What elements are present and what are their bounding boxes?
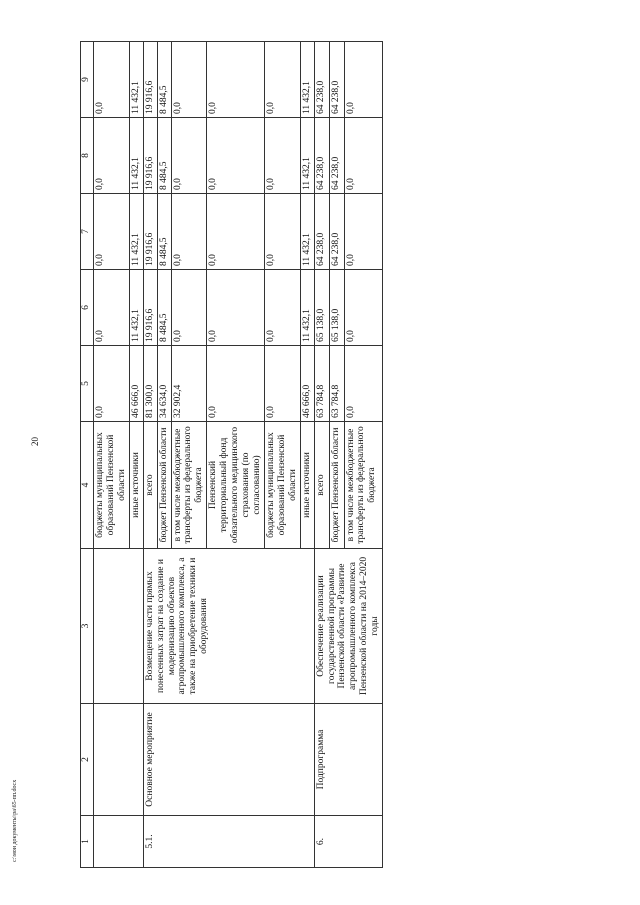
value-cell: 64 238,0 xyxy=(314,42,329,118)
value-cell: 0,0 xyxy=(94,118,130,194)
value-cell: 0,0 xyxy=(207,42,265,118)
value-cell: 0,0 xyxy=(171,118,207,194)
value-cell: 0,0 xyxy=(171,270,207,346)
value-cell: 34 634,0 xyxy=(157,346,171,422)
value-cell: 11 432,1 xyxy=(300,118,314,194)
footer-file-path: c:\мои документы\ра\65-пп.docx xyxy=(12,779,18,862)
value-cell: 0,0 xyxy=(94,270,130,346)
value-cell: 11 432,1 xyxy=(129,194,143,270)
item-name-cell: Возмещение части прямых понесенных затрат на создание и модернизацию объектов агропромышленного комплекса, а также на приобретение техники и оборудования xyxy=(143,549,314,704)
value-cell: 46 666,0 xyxy=(129,346,143,422)
page-number: 20 xyxy=(30,437,40,446)
value-cell: 11 432,1 xyxy=(300,194,314,270)
value-cell: 11 432,1 xyxy=(129,42,143,118)
funding-source-cell: иные источники xyxy=(129,422,143,549)
value-cell: 19 916,6 xyxy=(143,270,157,346)
header-cell: 1 xyxy=(81,816,94,868)
funding-source-cell: бюджеты муниципальных образований Пензенской области xyxy=(94,422,130,549)
budget-table xyxy=(80,41,383,868)
value-cell: 81 300,0 xyxy=(143,346,157,422)
funding-source-cell: в том числе межбюджетные трансферты из федерального бюджета xyxy=(344,422,383,549)
table-row xyxy=(143,42,157,868)
empty-cell xyxy=(94,549,144,704)
value-cell: 64 238,0 xyxy=(329,194,344,270)
rotated-table-container xyxy=(80,42,530,868)
value-cell: 8 484,5 xyxy=(157,118,171,194)
funding-source-cell: всего xyxy=(314,422,329,549)
value-cell: 0,0 xyxy=(344,42,383,118)
table-row xyxy=(94,42,130,868)
value-cell: 8 484,5 xyxy=(157,194,171,270)
value-cell: 0,0 xyxy=(207,194,265,270)
header-cell: 3 xyxy=(81,549,94,704)
header-cell: 9 xyxy=(81,42,94,118)
value-cell: 19 916,6 xyxy=(143,194,157,270)
header-cell: 8 xyxy=(81,118,94,194)
table-row xyxy=(314,42,329,868)
value-cell: 64 238,0 xyxy=(314,118,329,194)
value-cell: 63 784,8 xyxy=(329,346,344,422)
value-cell: 32 902,4 xyxy=(171,346,207,422)
value-cell: 65 138,0 xyxy=(314,270,329,346)
value-cell: 11 432,1 xyxy=(300,42,314,118)
header-cell: 2 xyxy=(81,704,94,816)
header-cell: 4 xyxy=(81,422,94,549)
funding-source-cell: Пензенский территориальный фонд обязательного медицинского страхования (по согласованию) xyxy=(207,422,265,549)
value-cell: 63 784,8 xyxy=(314,346,329,422)
value-cell: 11 432,1 xyxy=(129,270,143,346)
value-cell: 0,0 xyxy=(264,346,300,422)
funding-source-cell: бюджет Пензенской области xyxy=(157,422,171,549)
value-cell: 11 432,1 xyxy=(129,118,143,194)
funding-source-cell: в том числе межбюджетные трансферты из федерального бюджета xyxy=(171,422,207,549)
funding-source-cell: бюджет Пензенской области xyxy=(329,422,344,549)
header-cell: 6 xyxy=(81,270,94,346)
empty-cell xyxy=(94,816,144,868)
value-cell: 65 138,0 xyxy=(329,270,344,346)
value-cell: 0,0 xyxy=(344,194,383,270)
row-number-cell: 6. xyxy=(314,816,383,868)
value-cell: 19 916,6 xyxy=(143,42,157,118)
value-cell: 0,0 xyxy=(171,194,207,270)
item-type-cell: Подпрограмма xyxy=(314,704,383,816)
table-body xyxy=(81,42,383,868)
header-cell: 7 xyxy=(81,194,94,270)
value-cell: 0,0 xyxy=(264,42,300,118)
funding-source-cell: бюджеты муниципальных образований Пензенской области xyxy=(264,422,300,549)
row-number-cell: 5.1. xyxy=(143,816,314,868)
value-cell: 64 238,0 xyxy=(314,194,329,270)
value-cell: 8 484,5 xyxy=(157,42,171,118)
value-cell: 0,0 xyxy=(207,346,265,422)
funding-source-cell: иные источники xyxy=(300,422,314,549)
value-cell: 0,0 xyxy=(94,346,130,422)
value-cell: 11 432,1 xyxy=(300,270,314,346)
value-cell: 0,0 xyxy=(207,270,265,346)
funding-source-cell: всего xyxy=(143,422,157,549)
value-cell: 0,0 xyxy=(264,270,300,346)
item-type-cell: Основное мероприятие xyxy=(143,704,314,816)
value-cell: 19 916,6 xyxy=(143,118,157,194)
value-cell: 0,0 xyxy=(344,346,383,422)
value-cell: 0,0 xyxy=(264,194,300,270)
header-row xyxy=(81,42,94,868)
empty-cell xyxy=(94,704,144,816)
value-cell: 0,0 xyxy=(344,270,383,346)
value-cell: 46 666,0 xyxy=(300,346,314,422)
value-cell: 0,0 xyxy=(171,42,207,118)
value-cell: 64 238,0 xyxy=(329,42,344,118)
value-cell: 0,0 xyxy=(344,118,383,194)
value-cell: 0,0 xyxy=(94,42,130,118)
value-cell: 0,0 xyxy=(94,194,130,270)
value-cell: 64 238,0 xyxy=(329,118,344,194)
item-name-cell: Обеспечение реализации государственной программы Пензенской области «Развитие агропромышленного комплекса Пензенской области на 2014–2020 годы xyxy=(314,549,383,704)
value-cell: 0,0 xyxy=(264,118,300,194)
value-cell: 0,0 xyxy=(207,118,265,194)
value-cell: 8 484,5 xyxy=(157,270,171,346)
header-cell: 5 xyxy=(81,346,94,422)
